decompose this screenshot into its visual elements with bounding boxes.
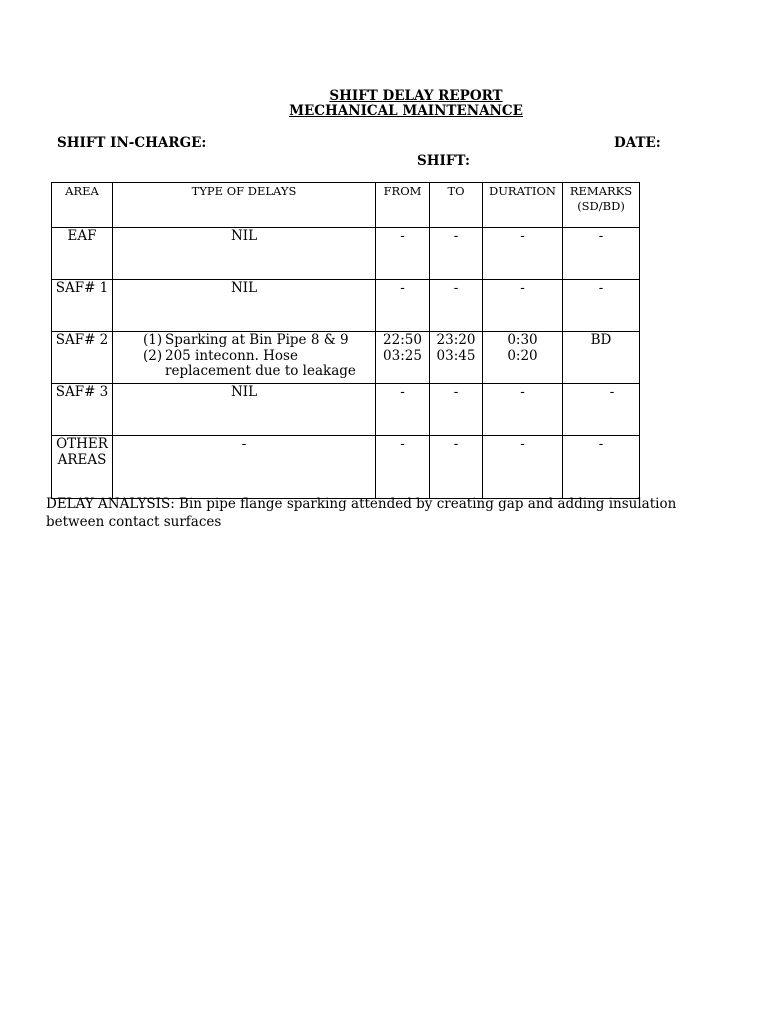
column-header-from: FROM bbox=[376, 183, 430, 228]
remarks-cell: - bbox=[563, 436, 640, 499]
remarks-cell bbox=[563, 384, 640, 436]
delay-analysis-text: DELAY ANALYSIS: Bin pipe flange sparking attended by creating gap and adding insulation between contact surfaces bbox=[46, 496, 677, 530]
from-cell: - bbox=[376, 228, 430, 280]
delay-cell: NIL bbox=[113, 280, 376, 332]
area-cell: OTHER AREAS bbox=[52, 436, 113, 499]
table-row bbox=[52, 280, 640, 332]
duration-cell bbox=[483, 332, 563, 384]
delay-cell: NIL bbox=[113, 228, 376, 280]
from-time: 03:25 bbox=[383, 347, 422, 364]
delay-item-number: (1) bbox=[143, 332, 163, 348]
area-cell: EAF bbox=[52, 228, 113, 280]
remarks-cell: - bbox=[563, 280, 640, 332]
delay-item-text: Sparking at Bin Pipe 8 & 9 bbox=[165, 332, 349, 348]
remarks-value: BD bbox=[590, 332, 612, 348]
area-cell: SAF# 2 bbox=[52, 332, 113, 384]
to-cell: - bbox=[430, 228, 483, 280]
to-time: 03:45 bbox=[436, 347, 476, 364]
remarks-cell: - bbox=[563, 228, 640, 280]
duration-value: 0:30 bbox=[507, 332, 538, 348]
delay-cell: NIL bbox=[113, 384, 376, 436]
from-time: 22:50 bbox=[383, 332, 422, 348]
column-header-remarks: REMARKS (SD/BD) bbox=[563, 183, 640, 228]
table-row bbox=[52, 228, 640, 280]
to-time: 23:20 bbox=[436, 332, 476, 348]
to-cell: - bbox=[430, 436, 483, 499]
duration-cell: - bbox=[483, 436, 563, 499]
delay-list bbox=[113, 333, 375, 380]
table-row bbox=[52, 384, 640, 436]
from-cell: - bbox=[376, 436, 430, 499]
shift-in-charge-label: SHIFT IN-CHARGE: bbox=[57, 135, 207, 151]
table-row bbox=[52, 436, 640, 499]
delay-item-text: 205 inteconn. Hose replacement due to leakage bbox=[165, 347, 356, 379]
duration-cell: - bbox=[483, 228, 563, 280]
to-cell bbox=[430, 332, 483, 384]
from-cell: - bbox=[376, 280, 430, 332]
area-cell: SAF# 3 bbox=[52, 384, 113, 436]
to-cell: - bbox=[430, 280, 483, 332]
column-header-type-of-delays: TYPE OF DELAYS bbox=[113, 183, 376, 228]
remarks-cell bbox=[563, 332, 640, 384]
table-row bbox=[52, 332, 640, 384]
from-cell bbox=[376, 332, 430, 384]
from-cell: - bbox=[376, 384, 430, 436]
delay-cell: - bbox=[113, 436, 376, 499]
delay-table bbox=[51, 182, 640, 499]
duration-value: 0:20 bbox=[507, 347, 538, 364]
report-subtitle: MECHANICAL MAINTENANCE bbox=[289, 103, 523, 119]
delay-item-number: (2) bbox=[143, 347, 163, 364]
column-header-to: TO bbox=[430, 183, 483, 228]
report-title: SHIFT DELAY REPORT bbox=[329, 88, 503, 104]
date-label: DATE: bbox=[614, 135, 661, 151]
shift-label: SHIFT: bbox=[417, 153, 470, 169]
delay-list-item bbox=[143, 333, 375, 349]
duration-cell: - bbox=[483, 384, 563, 436]
duration-cell: - bbox=[483, 280, 563, 332]
delay-cell bbox=[113, 332, 376, 384]
column-header-area: AREA bbox=[52, 183, 113, 228]
to-cell: - bbox=[430, 384, 483, 436]
area-cell: SAF# 1 bbox=[52, 280, 113, 332]
column-header-duration: DURATION bbox=[483, 183, 563, 228]
remarks-value: - bbox=[609, 384, 615, 400]
table-header-row bbox=[52, 183, 640, 228]
delay-list-item bbox=[143, 349, 375, 380]
